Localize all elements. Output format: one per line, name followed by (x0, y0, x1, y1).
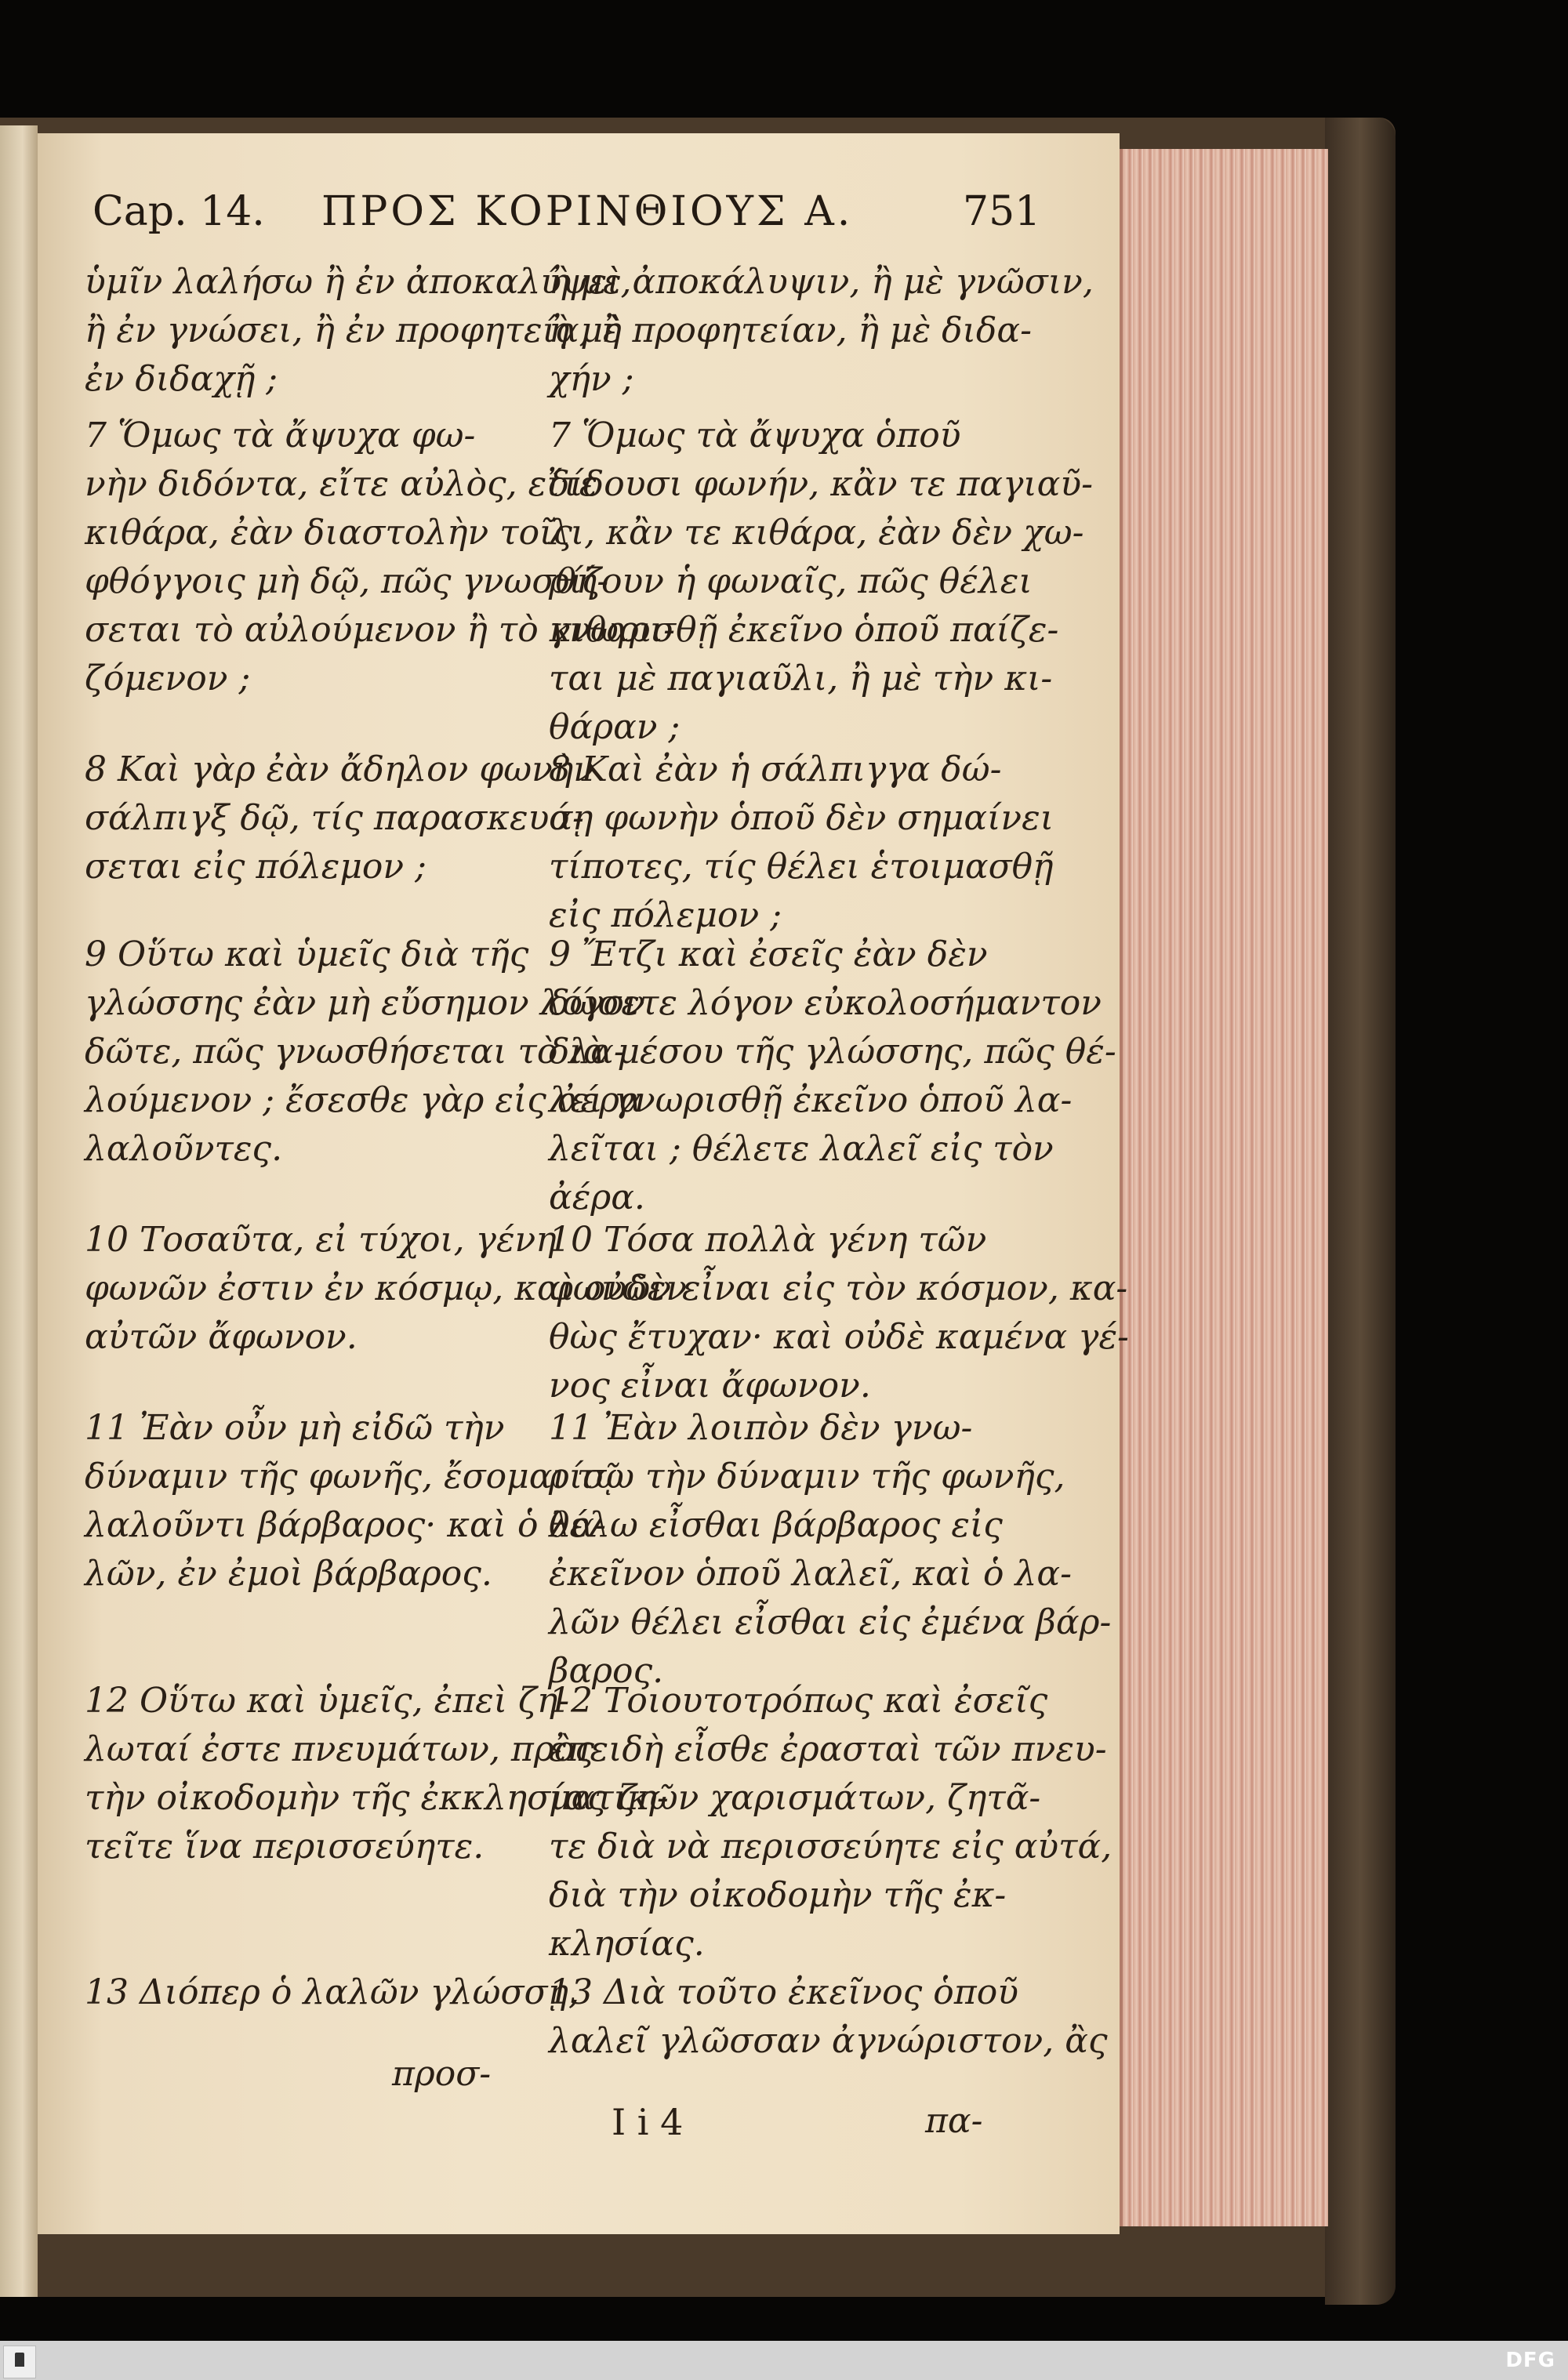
text-line: λαλεῖ γλῶσσαν ἀγνώριστον, ἂς (549, 2021, 1108, 2061)
text-line: λαλοῦντι βάρβαρος· καὶ ὁ λα- (85, 1505, 606, 1545)
text-line: δύναμιν τῆς φωνῆς, ἔσομαι τῷ (85, 1457, 624, 1497)
library-logo-icon (3, 2346, 36, 2378)
text-line: ἢ μὲ προφητείαν, ἢ μὲ διδα- (549, 310, 1032, 350)
text-line: 7 Ὅμως τὰ ἄψυχα ὁποῦ (549, 415, 961, 455)
book-spine-edge (1325, 118, 1396, 2305)
text-line: λούμενον ; ἔσεσθε γὰρ εἰς ἀέρα (85, 1080, 643, 1120)
text-line: γνωρισθῇ ἐκεῖνο ὁποῦ παίζε- (549, 610, 1059, 650)
text-line: κλησίας. (549, 1924, 705, 1964)
dfg-logo: DFG (1505, 2349, 1555, 2372)
text-line: κιθάρα, ἐὰν διαστολὴν τοῖς (85, 513, 572, 553)
catchword-right: πα- (925, 2101, 983, 2141)
text-line: χήν ; (549, 359, 634, 399)
text-line: λῶν, ἐν ἐμοὶ βάρβαρος. (85, 1554, 492, 1594)
text-line: ται μὲ παγιαῦλι, ἢ μὲ τὴν κι- (549, 658, 1053, 698)
chapter-label: Cap. 14. (93, 188, 265, 235)
text-line: 12 Οὕτω καὶ ὑμεῖς, ἐπεὶ ζη- (85, 1681, 570, 1721)
text-line: γλώσσης ἐὰν μὴ εὔσημον λόγον (85, 983, 645, 1023)
running-title: ΠΡΟΣ ΚΟΡΙΝΘΙΟΥΣ Α. (321, 188, 854, 235)
text-line: φωνῶν ἐστιν ἐν κόσμῳ, καὶ οὐδὲν (85, 1268, 688, 1308)
text-line: λεῖται ; θέλετε λαλεῖ εἰς τὸν (549, 1129, 1054, 1169)
text-line: 9 Ἔτζι καὶ ἐσεῖς ἐὰν δὲν (549, 934, 988, 974)
text-line: 10 Τόσα πολλὰ γένη τῶν (549, 1220, 987, 1260)
text-line: 11 Ἐὰν οὖν μὴ εἰδῶ τὴν (85, 1408, 505, 1448)
text-line: δῶτε, πῶς γνωσθήσεται τὸ λα- (85, 1032, 626, 1072)
text-line: 8 Καὶ γὰρ ἐὰν ἄδηλον φωνὴν (85, 749, 594, 789)
text-line: 12 Τοιουτοτρόπως καὶ ἐσεῖς (549, 1681, 1048, 1721)
text-line: σεται τὸ αὐλούμενον ἢ τὸ κιθαρι- (85, 610, 675, 650)
page-fore-edge (1120, 149, 1328, 2226)
text-line: φωνῶν εἶναι εἰς τὸν κόσμον, κα- (549, 1268, 1128, 1308)
text-line: 13 Διόπερ ὁ λαλῶν γλώσσῃ, (85, 1972, 579, 2012)
text-line: λι, κἂν τε κιθάρα, ἐὰν δὲν χω- (549, 513, 1084, 553)
text-line: ἀέρα. (549, 1177, 645, 1217)
text-line: 13 Διὰ τοῦτο ἐκεῖνος ὁποῦ (549, 1972, 1018, 2012)
text-line: λῶν θέλει εἶσθαι εἰς ἐμένα βάρ- (549, 1602, 1112, 1642)
text-line: σάλπιγξ δῷ, τίς παρασκευά- (85, 798, 584, 838)
text-line: σεται εἰς πόλεμον ; (85, 847, 426, 887)
text-line: ἢ ἐν γνώσει, ἢ ἐν προφητείᾳ, ἢ (85, 310, 622, 350)
text-line: τε διὰ νὰ περισσεύητε εἰς αὐτά, (549, 1827, 1112, 1867)
text-line: τίποτες, τίς θέλει ἑτοιμασθῇ (549, 847, 1054, 887)
text-line: ἐκεῖνον ὁποῦ λαλεῖ, καὶ ὁ λα- (549, 1554, 1073, 1594)
text-line: ἢ μὲ ἀποκάλυψιν, ἢ μὲ γνῶσιν, (549, 262, 1094, 302)
viewer-footer-bar (0, 2341, 1568, 2380)
catchword-left: προσ- (392, 2054, 492, 2094)
text-line: ρίσω τὴν δύναμιν τῆς φωνῆς, (549, 1457, 1065, 1497)
text-line: ὑμῖν λαλήσω ἢ ἐν ἀποκαλύψει, (85, 262, 632, 302)
text-line: σῃ φωνὴν ὁποῦ δὲν σημαίνει (549, 798, 1054, 838)
text-line: δώσετε λόγον εὐκολοσήμαντον (549, 983, 1102, 1023)
text-line: λει γνωρισθῇ ἐκεῖνο ὁποῦ λα- (549, 1080, 1073, 1120)
text-line: δίδουσι φωνήν, κἂν τε παγιαῦ- (549, 464, 1094, 504)
text-line: ἐπειδὴ εἶσθε ἐρασταὶ τῶν πνευ- (549, 1729, 1107, 1769)
text-line: νος εἶναι ἄφωνον. (549, 1366, 871, 1406)
text-line: 10 Τοσαῦτα, εἰ τύχοι, γένη (85, 1220, 557, 1260)
text-line: θέλω εἶσθαι βάρβαρος εἰς (549, 1505, 1003, 1545)
text-line: ρίζουν ἡ φωναῖς, πῶς θέλει (549, 561, 1033, 601)
text-line: 7 Ὅμως τὰ ἄψυχα φω- (85, 415, 476, 455)
signature-mark: I i 4 (612, 2101, 684, 2143)
text-line: νὴν διδόντα, εἴτε αὐλὸς, εἴτε (85, 464, 598, 504)
text-line: ματικῶν χαρισμάτων, ζητᾶ- (549, 1778, 1041, 1818)
text-line: βαρος. (549, 1651, 664, 1691)
text-line: ἐν διδαχῇ ; (85, 359, 278, 399)
text-line: διὰ μέσου τῆς γλώσσης, πῶς θέ- (549, 1032, 1116, 1072)
text-line: αὐτῶν ἄφωνον. (85, 1317, 358, 1357)
text-line: λωταί ἐστε πνευμάτων, πρὸς (85, 1729, 594, 1769)
text-line: θὼς ἔτυχαν· καὶ οὐδὲ καμένα γέ- (549, 1317, 1129, 1357)
text-line: φθόγγοις μὴ δῷ, πῶς γνωσθή- (85, 561, 609, 601)
text-line: ζόμενον ; (85, 658, 251, 698)
text-line: 9 Οὕτω καὶ ὑμεῖς διὰ τῆς (85, 934, 529, 974)
text-line: θάραν ; (549, 707, 681, 747)
text-line: διὰ τὴν οἰκοδομὴν τῆς ἐκ- (549, 1875, 1007, 1915)
text-line: 11 Ἐὰν λοιπὸν δὲν γνω- (549, 1408, 973, 1448)
text-line: λαλοῦντες. (85, 1129, 283, 1169)
text-line: εἰς πόλεμον ; (549, 895, 782, 935)
page-number: 751 (963, 188, 1041, 235)
verso-page-edge (0, 125, 38, 2297)
text-line: τεῖτε ἵνα περισσεύητε. (85, 1827, 485, 1867)
text-line: τὴν οἰκοδομὴν τῆς ἐκκλησίας ζη- (85, 1778, 669, 1818)
text-line: 8 Καὶ ἐὰν ἡ σάλπιγγα δώ- (549, 749, 1002, 789)
